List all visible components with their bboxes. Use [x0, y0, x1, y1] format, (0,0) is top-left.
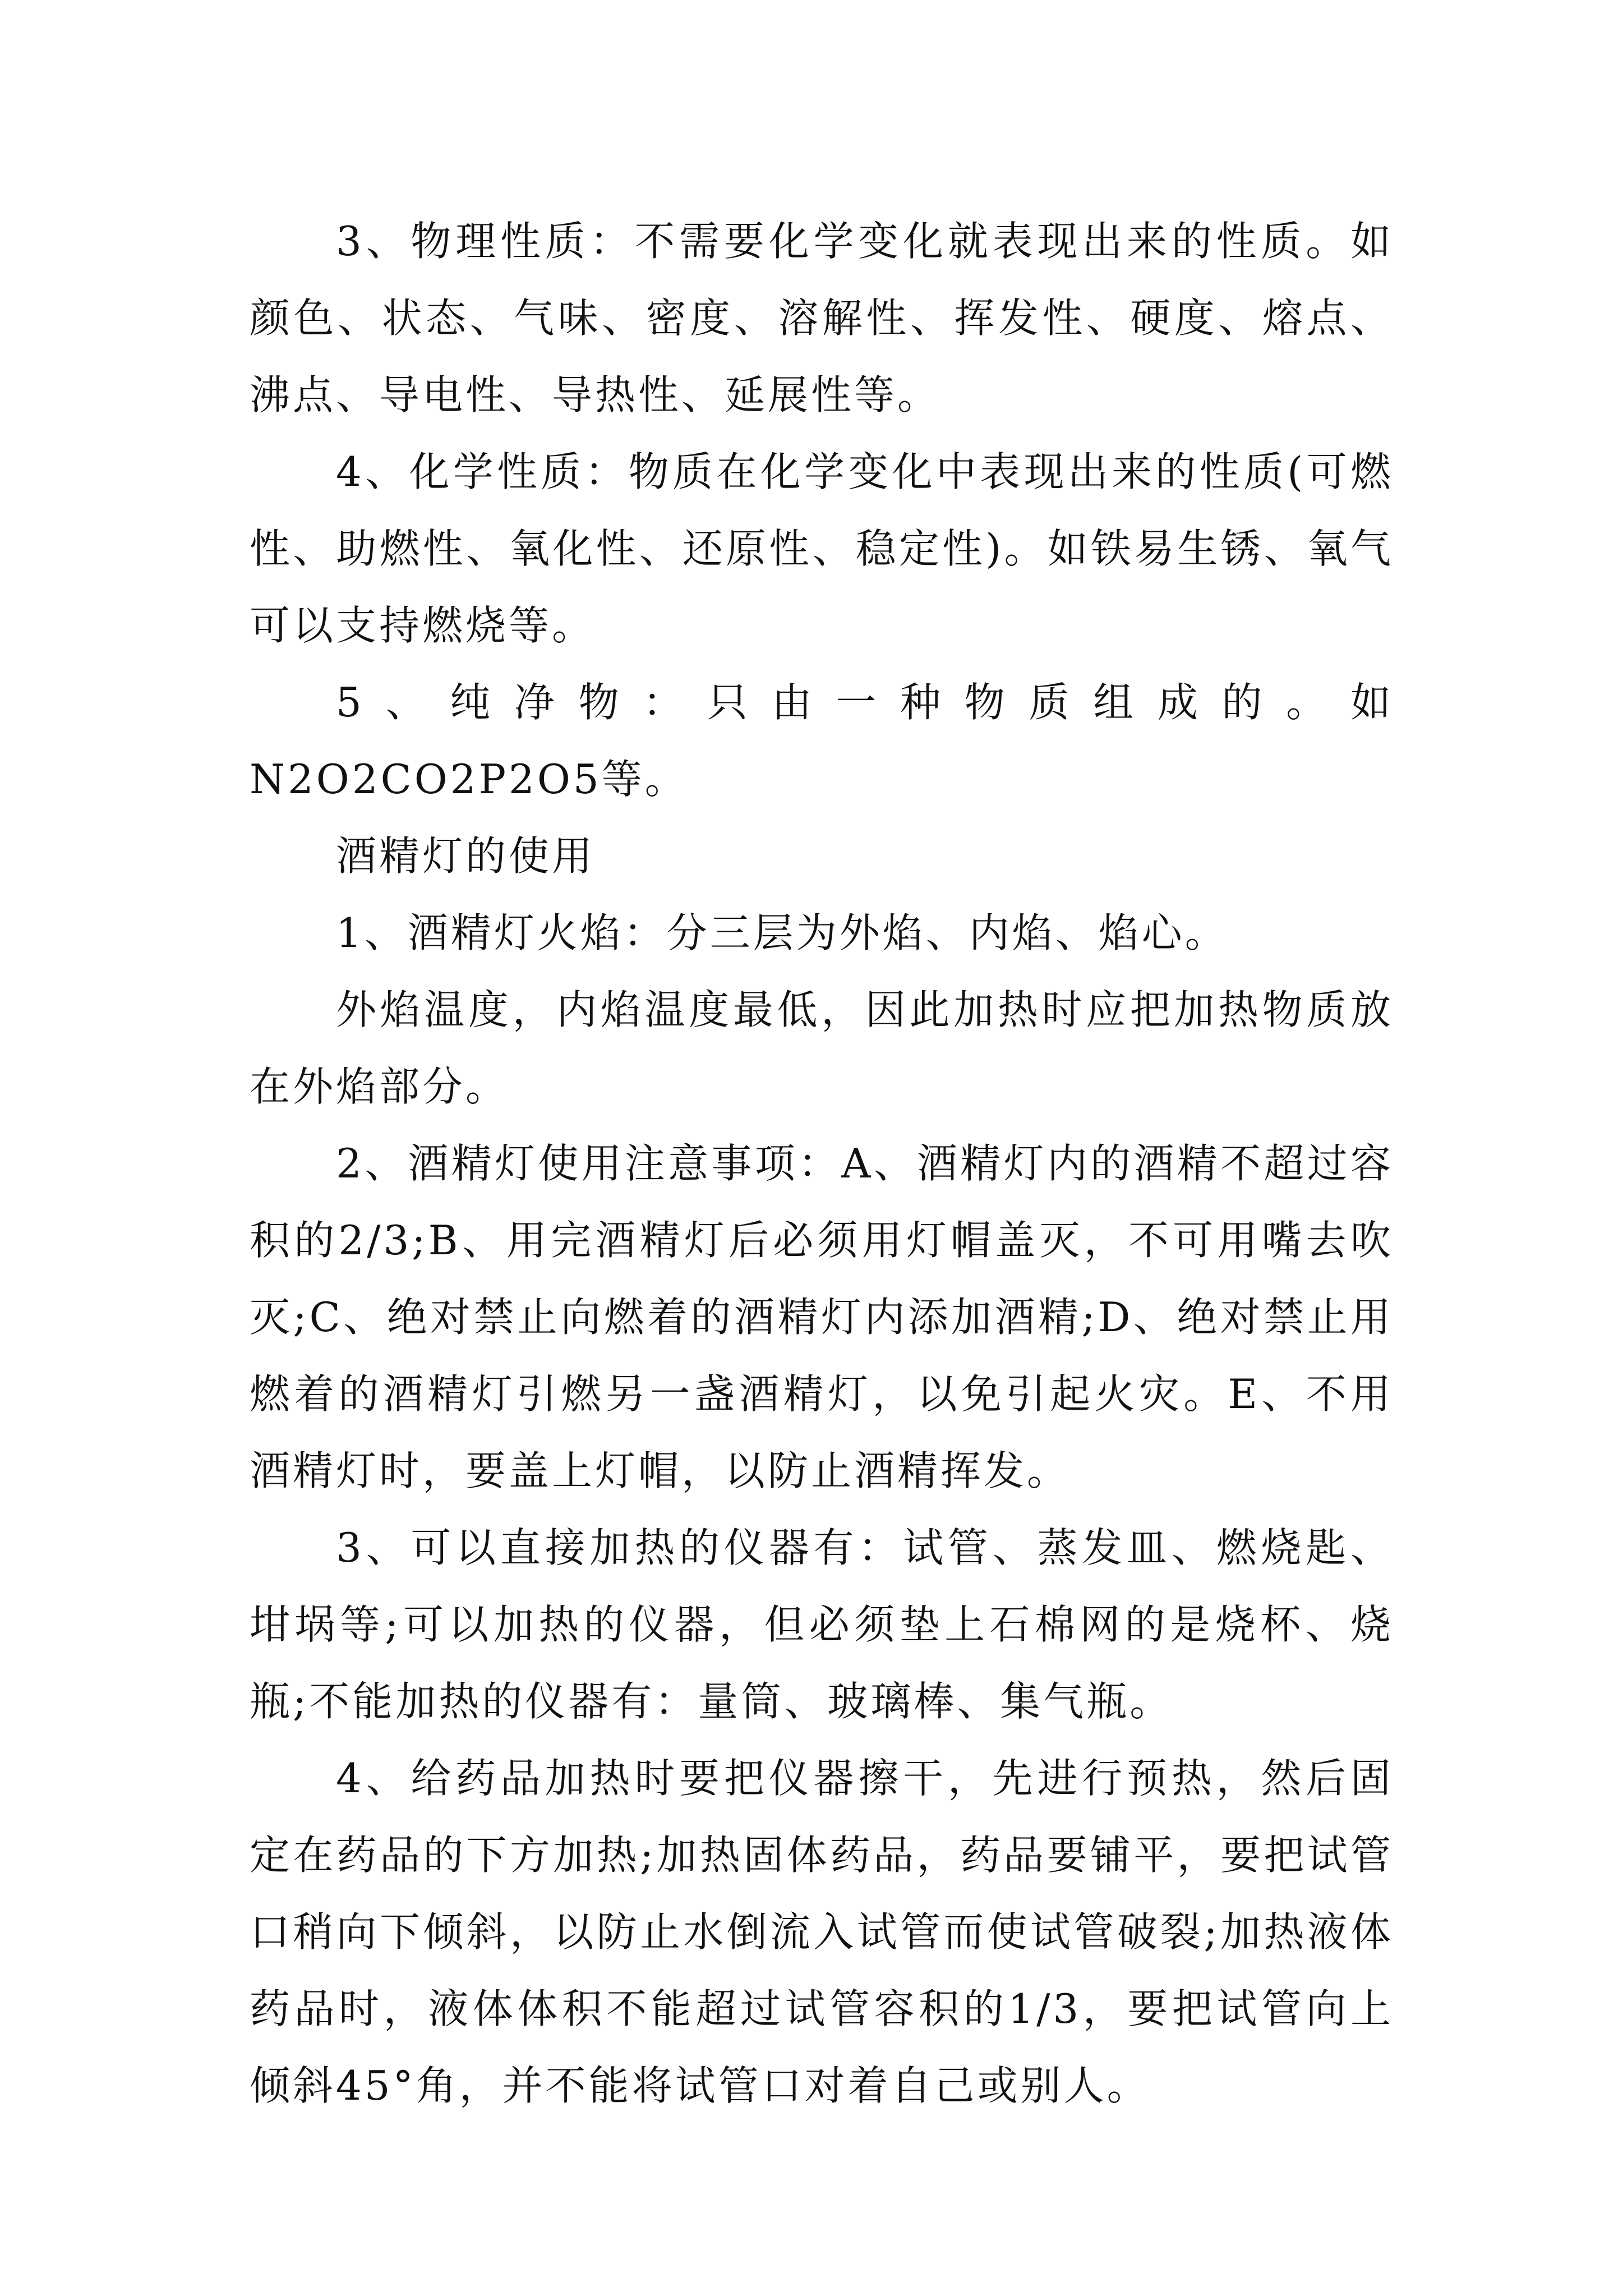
paragraph-pure-substance: 5、纯净物：只由一种物质组成的。如N2O2CO2P2O5等。 [250, 679, 1394, 803]
paragraph-physical-properties: 3、物理性质：不需要化学变化就表现出来的性质。如颜色、状态、气味、密度、溶解性、挥发性、硬度、熔点、沸点、导电性、导热性、延展性等。 [250, 218, 1394, 418]
paragraph-flame-temperature: 外焰温度，内焰温度最低，因此加热时应把加热物质放在外焰部分。 [250, 986, 1394, 1110]
paragraph-heating-reagents: 4、给药品加热时要把仪器擦干，先进行预热，然后固定在药品的下方加热;加热固体药品，药品要铺平，要把试管口稍向下倾斜，以防止水倒流入试管而使试管破裂;加热液体药品时，液体体积不能超过试管容积的1/3，要把试管向上倾斜45°角，并不能将试管口对着自己或别人。 [250, 1755, 1394, 2109]
paragraph-chemical-properties: 4、化学性质：物质在化学变化中表现出来的性质(可燃性、助燃性、氧化性、还原性、稳定性)。如铁易生锈、氧气可以支持燃烧等。 [250, 448, 1394, 649]
paragraph-flame-layers: 1、酒精灯火焰：分三层为外焰、内焰、焰心。 [336, 909, 1228, 956]
paragraph-lamp-precautions: 2、酒精灯使用注意事项：A、酒精灯内的酒精不超过容积的2/3;B、用完酒精灯后必须用灯帽盖灭，不可用嘴去吹灭;C、绝对禁止向燃着的酒精灯内添加酒精;D、绝对禁止用燃着的酒精灯引燃另一盏酒精灯，以免引起火灾。E、不用酒精灯时，要盖上灯帽，以防止酒精挥发。 [250, 1140, 1394, 1494]
document-body [250, 203, 1394, 2124]
section-heading-alcohol-lamp: 酒精灯的使用 [336, 832, 596, 880]
paragraph-heatable-instruments: 3、可以直接加热的仪器有：试管、蒸发皿、燃烧匙、坩埚等;可以加热的仪器，但必须垫上石棉网的是烧杯、烧瓶;不能加热的仪器有：量筒、玻璃棒、集气瓶。 [250, 1524, 1394, 1725]
